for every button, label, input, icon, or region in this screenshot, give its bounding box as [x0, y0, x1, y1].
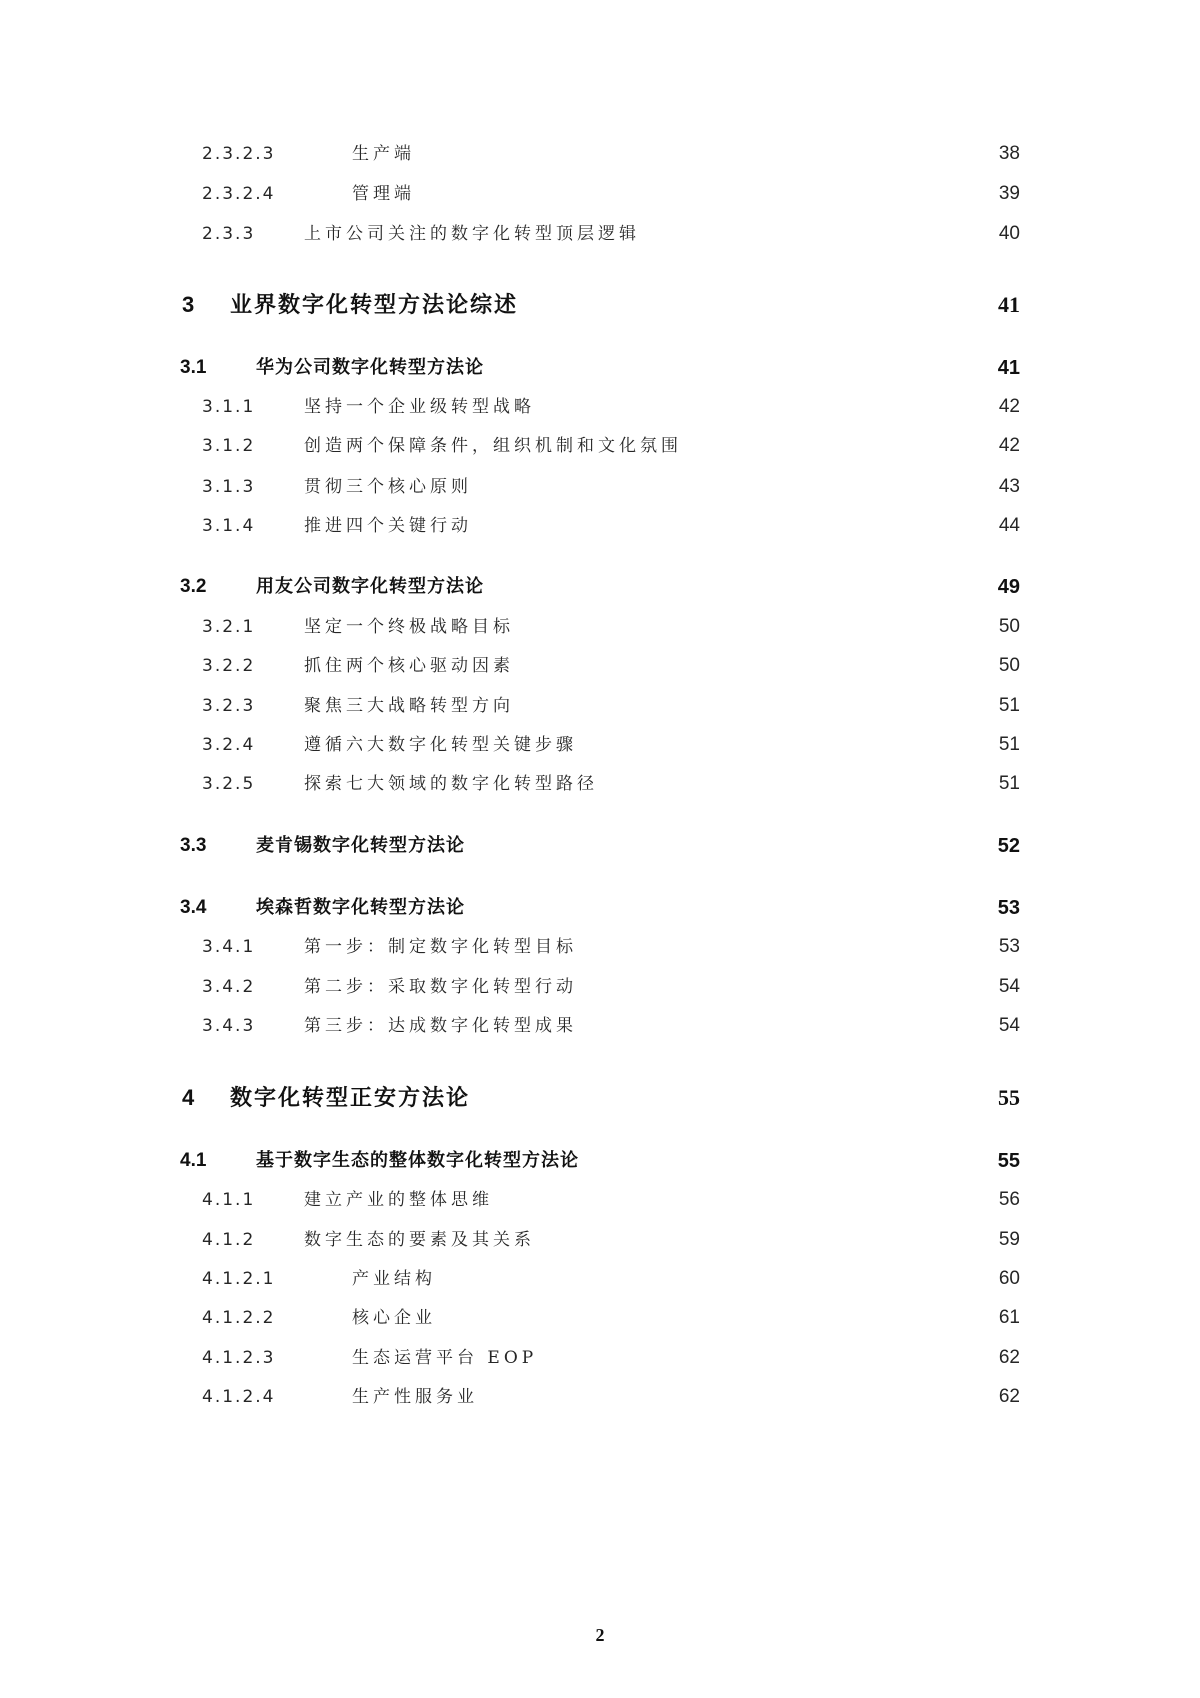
toc-entry-page: 51 [998, 773, 1020, 794]
toc-entry[interactable] [180, 1080, 1020, 1116]
toc-entry-title: 贯彻三个核心原则 [304, 477, 472, 497]
toc-entry-title: 埃森哲数字化转型方法论 [256, 897, 465, 918]
toc-entry-number: 4 [182, 1085, 195, 1110]
toc-entry-page: 41 [998, 292, 1020, 317]
toc-entry[interactable] [180, 1185, 1020, 1215]
toc-entry[interactable] [180, 179, 1020, 209]
toc-entry-title: 上市公司关注的数字化转型顶层逻辑 [304, 224, 640, 244]
toc-entry[interactable] [180, 1146, 1020, 1176]
toc-entry-number: 3.2 [180, 576, 207, 597]
toc-entry-number: 4.1.1 [202, 1190, 256, 1210]
toc-entry[interactable] [180, 392, 1020, 422]
toc-entry[interactable] [180, 511, 1020, 541]
toc-entry-page: 38 [998, 143, 1020, 164]
toc-entry-page: 43 [998, 476, 1020, 497]
toc-entry-page: 44 [998, 515, 1020, 536]
toc-entry-title: 用友公司数字化转型方法论 [256, 576, 484, 597]
toc-entry[interactable] [180, 1264, 1020, 1294]
toc-entry[interactable] [180, 1225, 1020, 1255]
toc-entry-title: 探索七大领域的数字化转型路径 [304, 774, 598, 794]
toc-entry[interactable] [180, 769, 1020, 799]
toc-entry-number: 4.1.2.2 [202, 1308, 276, 1328]
toc-entry-page: 60 [998, 1268, 1020, 1289]
toc-entry-title: 推进四个关键行动 [304, 516, 472, 536]
toc-entry-number: 4.1.2 [202, 1230, 256, 1250]
toc-entry-title: 数字生态的要素及其关系 [304, 1230, 535, 1250]
toc-entry-number: 3.2.2 [202, 656, 256, 676]
toc-entry-page: 50 [998, 655, 1020, 676]
toc-entry-number: 2.3.2.4 [202, 184, 276, 204]
toc-entry-title: 业界数字化转型方法论综述 [230, 292, 519, 318]
table-of-contents [180, 0, 1020, 1600]
toc-entry-number: 3.2.3 [202, 696, 256, 716]
toc-entry-number: 2.3.2.3 [202, 144, 276, 164]
toc-entry-page: 55 [997, 1150, 1020, 1172]
toc-entry-page: 51 [998, 734, 1020, 755]
toc-entry[interactable] [180, 1303, 1020, 1333]
toc-entry-page: 54 [998, 1015, 1020, 1036]
toc-entry-number: 3.4.3 [202, 1016, 256, 1036]
toc-entry[interactable] [180, 472, 1020, 502]
toc-entry-number: 3.4.1 [202, 937, 256, 957]
page-number: 2 [595, 1625, 605, 1645]
toc-entry-page: 39 [998, 183, 1020, 204]
toc-entry-title: 坚定一个终极战略目标 [304, 617, 514, 637]
toc-entry[interactable] [180, 691, 1020, 721]
toc-entry[interactable] [180, 651, 1020, 681]
toc-entry[interactable] [180, 1011, 1020, 1041]
toc-entry[interactable] [180, 932, 1020, 962]
toc-entry-title: 抓住两个核心驱动因素 [304, 656, 514, 676]
toc-entry-title: 核心企业 [352, 1308, 436, 1328]
toc-entry-page: 61 [998, 1307, 1020, 1328]
toc-entry[interactable] [180, 139, 1020, 169]
toc-entry-page: 52 [997, 835, 1020, 857]
toc-entry-title: 生产性服务业 [352, 1387, 478, 1407]
toc-entry-number: 3.2.1 [202, 617, 256, 637]
toc-entry-title: 遵循六大数字化转型关键步骤 [304, 735, 577, 755]
toc-entry-title: 坚持一个企业级转型战略 [304, 397, 535, 417]
toc-entry-title: 生产端 [352, 144, 415, 164]
toc-entry-page: 62 [998, 1347, 1020, 1368]
toc-entry-number: 3.1 [180, 357, 207, 378]
toc-entry[interactable] [180, 972, 1020, 1002]
toc-entry-title: 第二步：采取数字化转型行动 [304, 977, 577, 997]
toc-entry-title: 管理端 [352, 184, 415, 204]
toc-entry[interactable] [180, 893, 1020, 923]
toc-entry[interactable] [180, 219, 1020, 249]
toc-entry[interactable] [180, 353, 1020, 383]
toc-entry[interactable] [180, 431, 1020, 461]
toc-entry[interactable] [180, 1382, 1020, 1412]
toc-entry[interactable] [180, 612, 1020, 642]
toc-entry-title: 基于数字生态的整体数字化转型方法论 [256, 1150, 579, 1171]
toc-entry-number: 2.3.3 [202, 224, 256, 244]
toc-entry-number: 3.4.2 [202, 977, 256, 997]
toc-entry[interactable] [180, 287, 1020, 323]
toc-entry-title: 创造两个保障条件，组织机制和文化氛围 [304, 436, 682, 456]
toc-entry-page: 41 [997, 357, 1020, 379]
toc-entry-title: 华为公司数字化转型方法论 [256, 357, 484, 378]
toc-entry-page: 53 [997, 897, 1020, 919]
toc-entry-number: 3.1.3 [202, 477, 256, 497]
toc-entry-title: 产业结构 [352, 1269, 436, 1289]
toc-entry-title: 麦肯锡数字化转型方法论 [256, 835, 465, 856]
toc-entry-page: 62 [998, 1386, 1020, 1407]
toc-entry-number: 4.1.2.4 [202, 1387, 276, 1407]
toc-entry-number: 4.1.2.3 [202, 1348, 276, 1368]
toc-entry-title: 聚焦三大战略转型方向 [304, 696, 514, 716]
toc-entry-page: 51 [998, 695, 1020, 716]
toc-entry-number: 3.2.4 [202, 735, 256, 755]
toc-entry-number: 4.1.2.1 [202, 1269, 276, 1289]
toc-entry-page: 42 [998, 435, 1020, 456]
toc-entry-page: 50 [998, 616, 1020, 637]
toc-entry-number: 3.1.2 [202, 436, 256, 456]
toc-entry-number: 3.2.5 [202, 774, 256, 794]
toc-entry-number: 3 [182, 292, 195, 317]
toc-entry[interactable] [180, 1343, 1020, 1373]
toc-entry-page: 42 [998, 396, 1020, 417]
toc-entry-number: 3.3 [180, 835, 207, 856]
toc-entry[interactable] [180, 730, 1020, 760]
toc-entry-number: 3.4 [180, 897, 207, 918]
toc-entry-number: 3.1.4 [202, 516, 256, 536]
toc-entry-title: 第一步：制定数字化转型目标 [304, 937, 577, 957]
toc-entry-page: 56 [998, 1189, 1020, 1210]
toc-entry-title: 生态运营平台 EOP [352, 1348, 538, 1368]
toc-entry-title: 第三步：达成数字化转型成果 [304, 1016, 577, 1036]
toc-entry-page: 54 [998, 976, 1020, 997]
toc-entry-page: 49 [997, 576, 1020, 598]
toc-entry-page: 55 [998, 1085, 1020, 1110]
toc-entry[interactable] [180, 831, 1020, 861]
toc-entry-page: 53 [998, 936, 1020, 957]
toc-entry[interactable] [180, 572, 1020, 602]
toc-entry-number: 3.1.1 [202, 397, 256, 417]
toc-entry-title: 建立产业的整体思维 [304, 1190, 493, 1210]
toc-entry-page: 40 [998, 223, 1020, 244]
toc-entry-page: 59 [998, 1229, 1020, 1250]
toc-entry-title: 数字化转型正安方法论 [230, 1085, 471, 1111]
toc-entry-number: 4.1 [180, 1150, 207, 1171]
